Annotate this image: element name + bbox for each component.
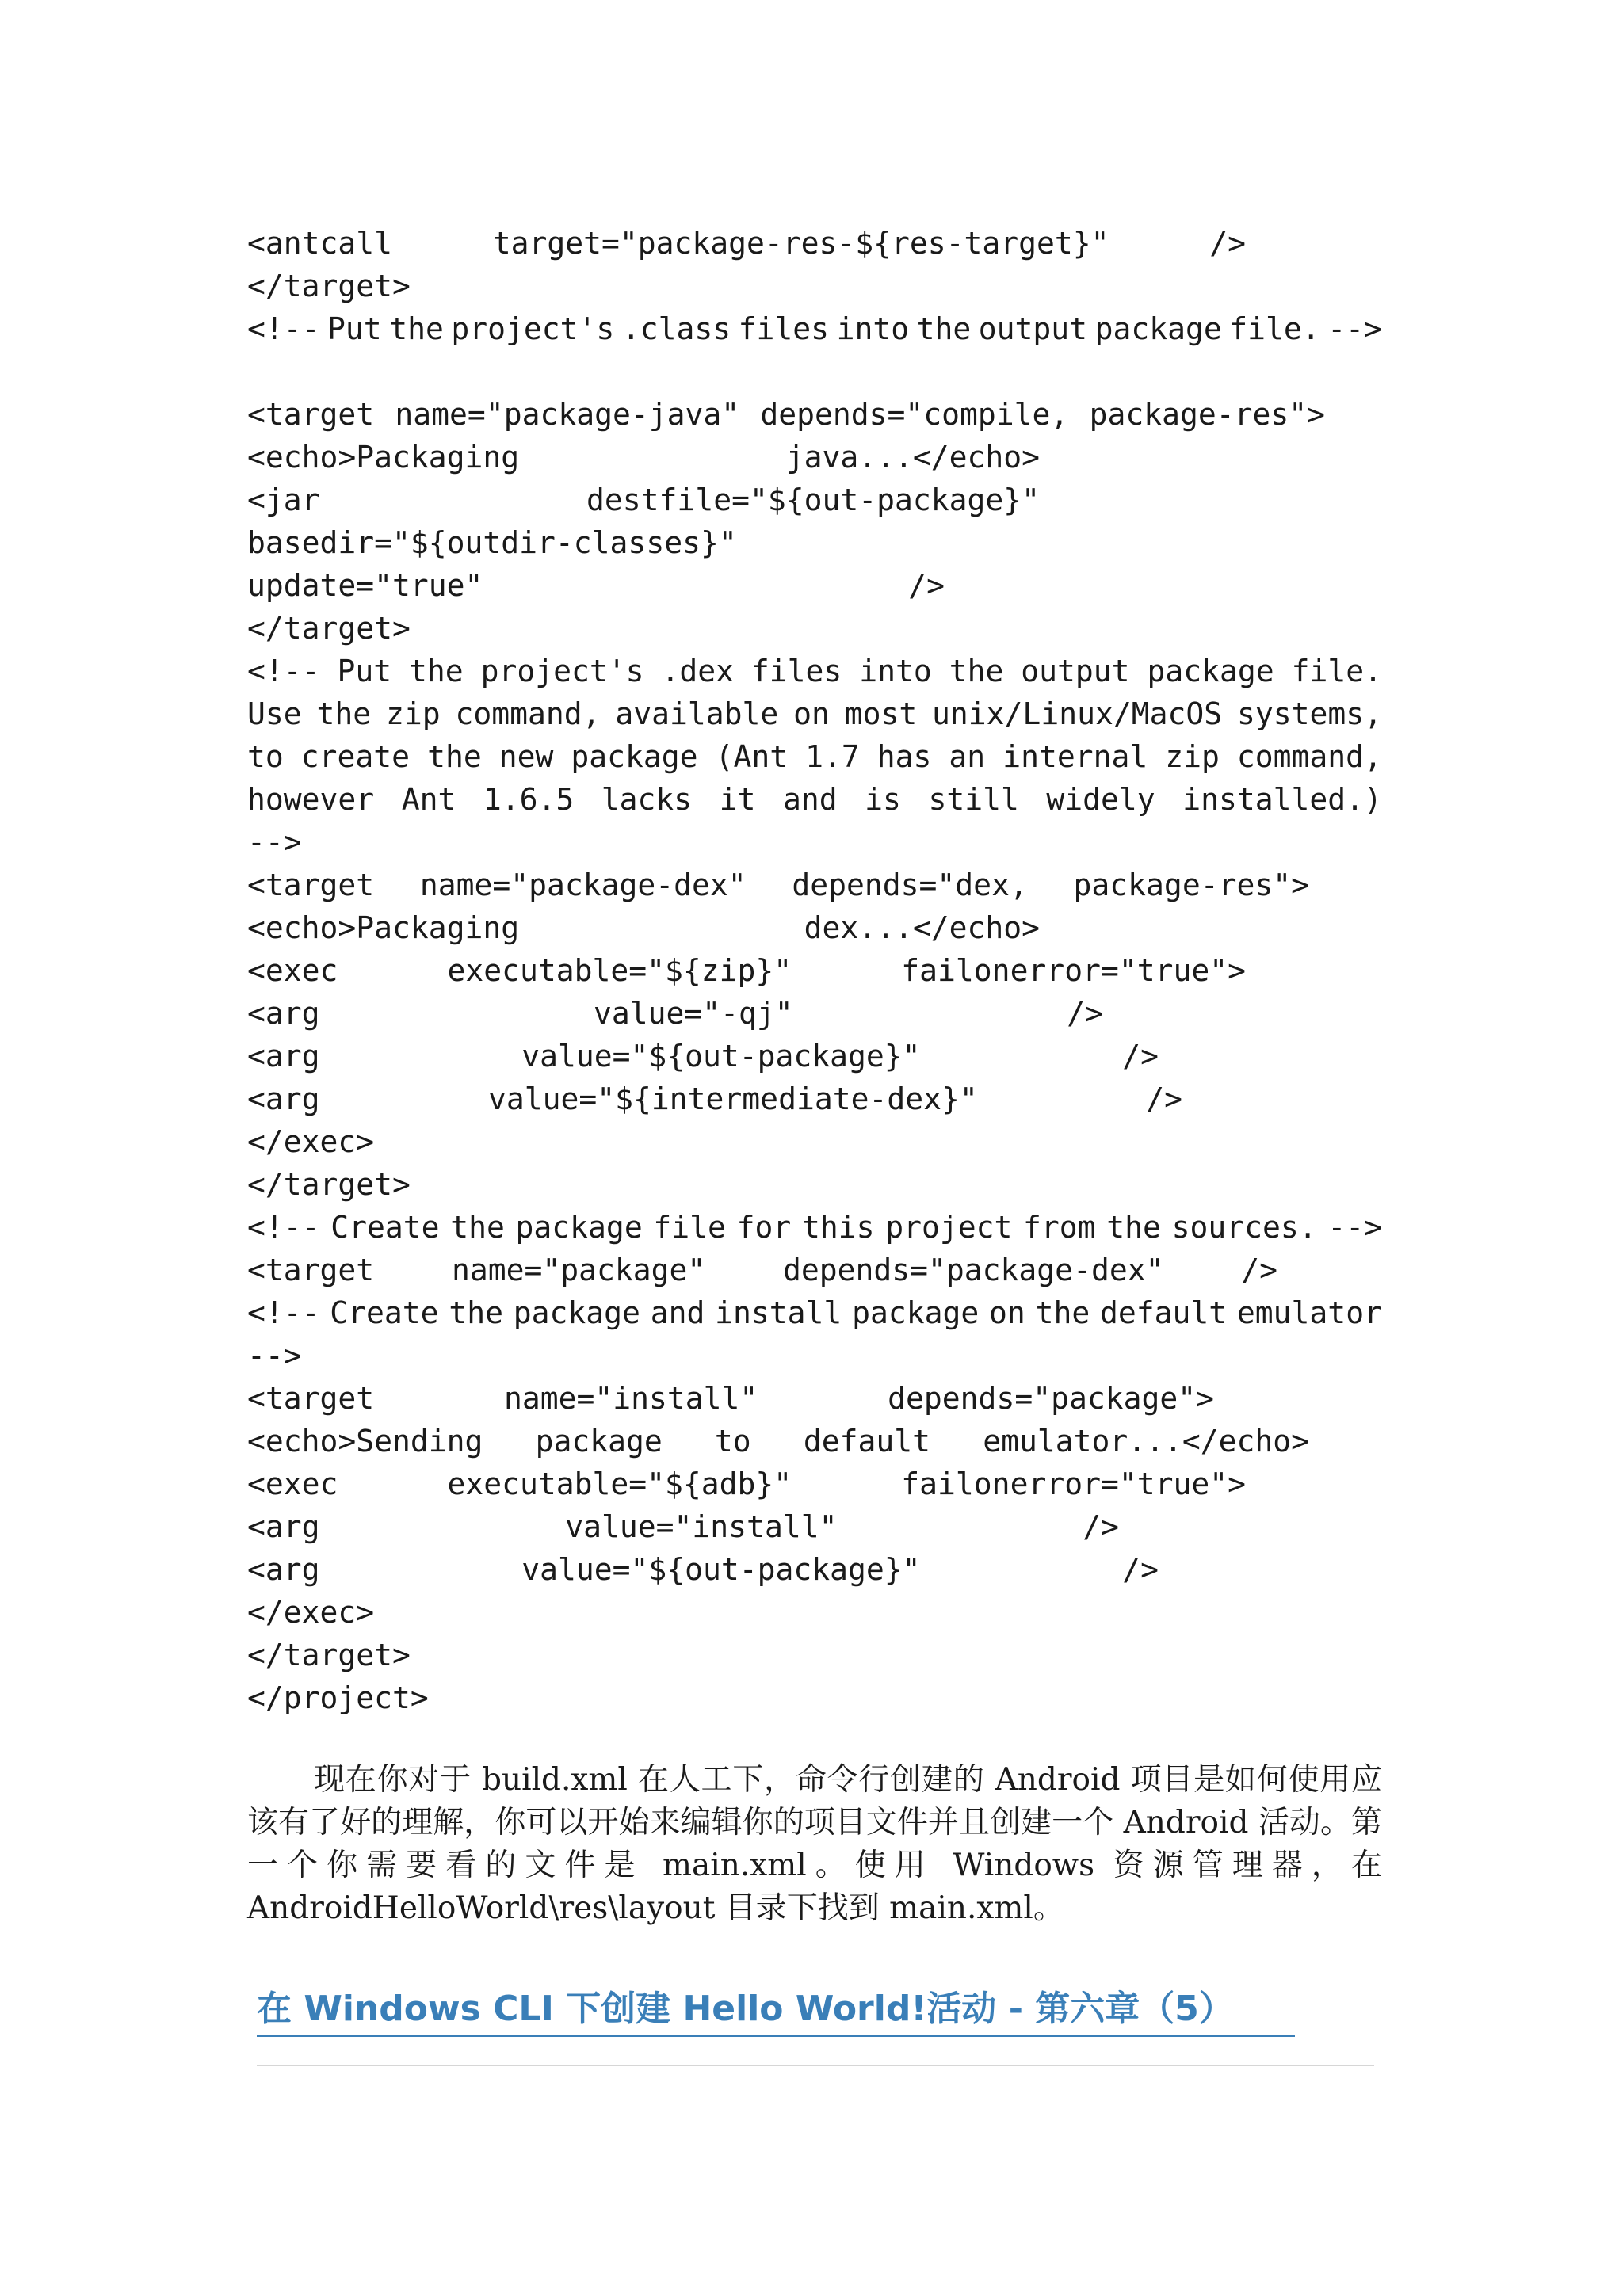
code-line <box>247 1676 1382 1719</box>
code-token: files <box>750 654 842 688</box>
code-token: /> <box>1067 996 1103 1031</box>
code-line <box>247 735 1382 778</box>
code-token: .class <box>621 311 731 346</box>
code-token: <target <box>247 868 375 902</box>
code-token: is <box>865 782 901 817</box>
code-token: /> <box>1209 226 1246 261</box>
code-token: widely <box>1046 782 1155 817</box>
code-token: this <box>801 1210 875 1245</box>
code-line <box>247 1548 1159 1591</box>
code-line <box>247 1591 1382 1634</box>
code-token: executable="${zip}" <box>447 953 792 988</box>
code-line <box>247 1634 1382 1676</box>
code-line <box>247 393 1325 436</box>
code-line <box>247 906 1040 949</box>
code-line <box>247 265 1382 307</box>
code-token: <!-- <box>247 1295 320 1330</box>
code-token: /> <box>1122 1552 1159 1587</box>
code-token: default <box>803 1424 931 1459</box>
code-line <box>247 650 1382 692</box>
chapter-link[interactable]: 在 Windows CLI 下创建 Hello World!活动 - 第六章（5） <box>257 1985 1295 2037</box>
code-line <box>247 1334 1382 1377</box>
code-token: basedir="${outdir-classes}" <box>247 525 737 560</box>
code-token: failonerror="true"> <box>901 1466 1246 1501</box>
code-line <box>247 307 1382 350</box>
code-token: name="install" <box>504 1381 758 1416</box>
code-token: .dex <box>661 654 734 688</box>
code-token: <arg <box>247 1509 320 1544</box>
code-token: <!-- <box>247 654 320 688</box>
code-token: </target> <box>247 1638 411 1672</box>
code-token: dex...</echo> <box>804 910 1040 945</box>
code-token: </target> <box>247 269 411 303</box>
code-token: java...</echo> <box>785 440 1040 475</box>
code-token: Use <box>247 696 302 731</box>
code-token: name="package-dex" <box>419 868 747 902</box>
code-token: it <box>719 782 756 817</box>
code-line <box>247 821 1382 864</box>
code-token: project <box>885 1210 1013 1245</box>
code-token: <arg <box>247 996 320 1031</box>
code-token: depends="compile, <box>760 397 1069 432</box>
code-token: </target> <box>247 611 411 646</box>
code-token: emulator...</echo> <box>983 1424 1309 1459</box>
code-token: Create <box>330 1295 439 1330</box>
code-token: the <box>389 311 444 346</box>
code-line <box>247 1163 1382 1206</box>
code-token: <target <box>247 397 375 432</box>
code-line <box>247 1120 1382 1163</box>
code-line <box>247 1249 1277 1291</box>
code-token: project's <box>480 654 644 688</box>
code-token: </target> <box>247 1167 411 1202</box>
code-token: install <box>715 1295 842 1330</box>
code-line <box>247 350 1382 393</box>
code-token: </exec> <box>247 1124 375 1159</box>
code-token: output <box>1021 654 1130 688</box>
code-token: </exec> <box>247 1595 375 1630</box>
code-line <box>247 607 1382 650</box>
code-token: file. <box>1229 311 1320 346</box>
code-token: destfile="${out-package}" <box>586 482 1040 517</box>
code-block <box>247 222 1382 1719</box>
code-token: package <box>535 1424 663 1459</box>
code-token: Create <box>330 1210 440 1245</box>
code-line <box>247 864 1309 906</box>
code-token: and <box>650 1295 705 1330</box>
code-token: <!-- <box>247 1210 320 1245</box>
code-token: /> <box>1083 1509 1119 1544</box>
code-token: <exec <box>247 1466 338 1501</box>
code-token: the <box>427 739 482 774</box>
code-line <box>247 479 1040 521</box>
code-token: Put <box>337 654 392 688</box>
code-token: new <box>498 739 554 774</box>
code-line <box>247 222 1246 265</box>
code-token: and <box>783 782 838 817</box>
code-line <box>247 521 1382 564</box>
code-token: systems, <box>1236 696 1382 731</box>
code-token: package-res"> <box>1089 397 1325 432</box>
code-token: for <box>736 1210 792 1245</box>
code-token: <antcall <box>247 226 393 261</box>
code-line <box>247 992 1103 1035</box>
code-line <box>247 1463 1246 1505</box>
code-token: update="true" <box>247 568 483 603</box>
code-token: available <box>615 696 779 731</box>
code-token: --> <box>1327 311 1382 346</box>
code-token: <echo>Packaging <box>247 910 520 945</box>
code-token: Put <box>327 311 382 346</box>
code-line <box>247 949 1246 992</box>
code-token: zip <box>1165 739 1220 774</box>
code-token: package <box>513 1295 640 1330</box>
code-token: executable="${adb}" <box>447 1466 792 1501</box>
code-token: <target <box>247 1253 375 1287</box>
code-token: the <box>316 696 372 731</box>
code-token: the <box>1035 1295 1090 1330</box>
code-token: output <box>978 311 1088 346</box>
code-token: the <box>949 654 1004 688</box>
code-token: target="package-res-${res-target}" <box>492 226 1109 261</box>
code-token: however <box>247 782 375 817</box>
code-token: on <box>793 696 830 731</box>
code-line <box>247 436 1040 479</box>
code-line <box>247 778 1382 821</box>
code-token: name="package" <box>451 1253 706 1287</box>
code-token: from <box>1023 1210 1096 1245</box>
code-token: into <box>836 311 910 346</box>
code-line <box>247 1035 1159 1077</box>
code-token: command, <box>1236 739 1382 774</box>
code-token: --> <box>247 1338 302 1373</box>
code-token: lacks <box>601 782 693 817</box>
code-token: to <box>247 739 284 774</box>
code-token: value="install" <box>565 1509 838 1544</box>
code-token: failonerror="true"> <box>901 953 1246 988</box>
code-token: the <box>916 311 972 346</box>
code-token: Ant <box>401 782 456 817</box>
code-token: 1.7 <box>805 739 860 774</box>
code-token: package <box>1094 311 1222 346</box>
code-token: package-res"> <box>1073 868 1309 902</box>
code-token: --> <box>247 825 302 860</box>
code-token: still <box>928 782 1019 817</box>
code-token: create <box>300 739 411 774</box>
code-token: internal <box>1002 739 1148 774</box>
code-line <box>247 564 945 607</box>
divider <box>257 2065 1374 2066</box>
code-token: the <box>449 1295 503 1330</box>
code-line <box>247 1377 1214 1420</box>
code-token: zip <box>385 696 441 731</box>
code-line <box>247 1077 1182 1120</box>
code-token: to <box>714 1424 751 1459</box>
body-paragraph: 现在你对于 build.xml 在人工下，命令行创建的 Android 项目是如何使用应该有了好的理解，你可以开始来编辑你的项目文件并且创建一个 Android 活动。第一个你需要看的文件是 main.xml。使用 Windows 资源管理器，在 AndroidHelloWorld\res\layout 目录下找到 main.xml。 <box>247 1762 1382 1926</box>
code-token: <exec <box>247 953 338 988</box>
code-token: the <box>409 654 464 688</box>
code-token: sources. <box>1171 1210 1317 1245</box>
code-token: <echo>Sending <box>247 1424 483 1459</box>
code-token: an <box>949 739 986 774</box>
code-token: has <box>876 739 932 774</box>
code-token: <arg <box>247 1081 320 1116</box>
code-token: files <box>738 311 830 346</box>
code-token: <arg <box>247 1039 320 1074</box>
code-token: <target <box>247 1381 375 1416</box>
code-token: value="-qj" <box>594 996 793 1031</box>
code-token: file <box>653 1210 726 1245</box>
code-token: package <box>852 1295 980 1330</box>
code-token: on <box>989 1295 1025 1330</box>
code-token: package <box>571 739 698 774</box>
code-token: <!-- <box>247 311 320 346</box>
code-token: the <box>1106 1210 1161 1245</box>
code-token: value="${out-package}" <box>521 1039 921 1074</box>
code-token: file. <box>1291 654 1382 688</box>
code-token: project's <box>451 311 615 346</box>
code-token: depends="dex, <box>792 868 1028 902</box>
code-token: value="${intermediate-dex}" <box>488 1081 978 1116</box>
code-line <box>247 1505 1119 1548</box>
code-token: /> <box>1122 1039 1159 1074</box>
code-token: </project> <box>247 1680 429 1715</box>
code-token: into <box>859 654 932 688</box>
code-token: value="${out-package}" <box>521 1552 921 1587</box>
code-token: most <box>844 696 918 731</box>
code-token: command, <box>455 696 601 731</box>
code-token: /> <box>1146 1081 1182 1116</box>
code-token: /> <box>908 568 945 603</box>
code-token: depends="package-dex" <box>783 1253 1164 1287</box>
code-token: (Ant <box>715 739 789 774</box>
code-token: depends="package"> <box>888 1381 1214 1416</box>
code-token: package <box>1147 654 1274 688</box>
code-token: <arg <box>247 1552 320 1587</box>
code-token: the <box>450 1210 505 1245</box>
code-token: unix/Linux/MacOS <box>932 696 1223 731</box>
code-token: 1.6.5 <box>483 782 575 817</box>
code-token: default <box>1099 1295 1228 1330</box>
code-token: installed.) <box>1182 782 1382 817</box>
code-token: name="package-java" <box>395 397 740 432</box>
code-token: package <box>515 1210 643 1245</box>
code-token: --> <box>1327 1210 1382 1245</box>
code-token: emulator <box>1236 1295 1382 1330</box>
code-line <box>247 1206 1382 1249</box>
code-token: <jar <box>247 482 320 517</box>
code-token: <echo>Packaging <box>247 440 520 475</box>
code-line <box>247 1291 1382 1334</box>
code-token: /> <box>1241 1253 1277 1287</box>
code-line <box>247 692 1382 735</box>
code-line <box>247 1420 1309 1463</box>
